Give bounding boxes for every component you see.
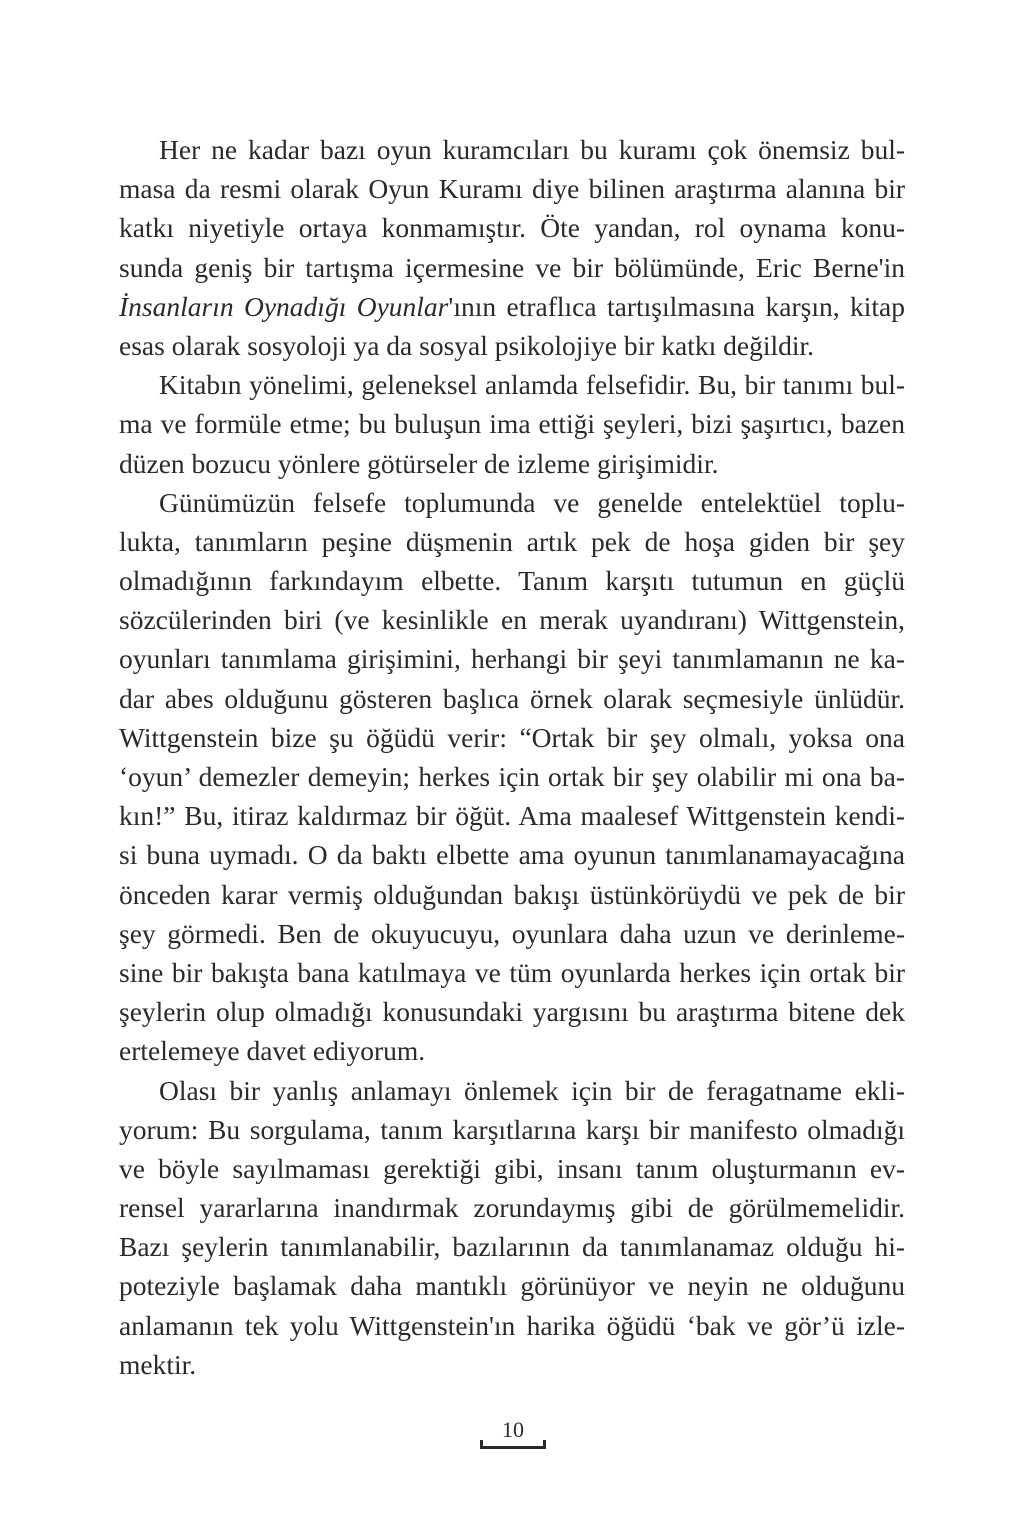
- text-line: ma ve formüle etme; bu buluşun ima ettiği şeyleri, bizi şaşırtıcı, bazen: [119, 408, 905, 440]
- text-line: Wittgenstein bize şu öğüdü verir: “Ortak bir şey olmalı, yoksa ona: [119, 721, 905, 753]
- text-line: si buna uymadı. O da baktı elbette ama oyunun tanımlanamayacağına: [119, 839, 905, 871]
- text-line: önceden karar vermiş olduğundan bakışı üstünkörüydü ve pek de bir: [119, 878, 905, 910]
- text-line: yorum: Bu sorgulama, tanım karşıtlarına karşı bir manifesto olmadığı: [119, 1113, 905, 1145]
- text-line: poteziyle başlamak daha mantıklı görünüyor ve neyin ne olduğunu: [119, 1270, 905, 1302]
- paragraph-2: [119, 365, 905, 483]
- text-line: katkı niyetiyle ortaya konmamıştır. Öte yandan, rol oynama konu-: [119, 212, 905, 244]
- text-line: ‘oyun’ demezler demeyin; herkes için ortak bir şey olabilir mi ona ba-: [119, 761, 905, 792]
- text-line: Kitabın yönelimi, geleneksel anlamda felsefidir. Bu, bir tanımı bul-: [159, 369, 905, 401]
- text-line: Her ne kadar bazı oyun kuramcıları bu kuramı çok önemsiz bul-: [159, 134, 905, 165]
- text-line: ertelemeye davet ediyorum.: [119, 1035, 426, 1067]
- text-line: rensel yararlarına inandırmak zorundaymış gibi de görülmemelidir.: [119, 1192, 905, 1224]
- text-line: olmadığının farkındayım elbette. Tanım karşıtı tutumun en güçlü: [119, 565, 905, 597]
- text-line: kın!” Bu, itiraz kaldırmaz bir öğüt. Ama maalesef Wittgenstein kendi-: [119, 800, 905, 832]
- text-line: masa da resmi olarak Oyun Kuramı diye bilinen araştırma alanına bir: [119, 173, 905, 205]
- text-line-with-book-title: [119, 287, 905, 326]
- text-line: şey görmedi. Ben de okuyucuyu, oyunlara daha uzun ve derinleme-: [119, 917, 905, 949]
- page-number: 10: [502, 1417, 524, 1442]
- text-line: lukta, tanımların peşine düşmenin artık pek de hoşa giden bir şey: [119, 525, 905, 557]
- text-line: ve böyle sayılmaması gerektiği gibi, insanı tanım oluşturmanın ev-: [119, 1152, 905, 1184]
- text-line: sunda geniş bir tartışma içermesine ve bir bölümünde, Eric Berne'in: [119, 251, 905, 283]
- text-line: mektir.: [119, 1348, 197, 1380]
- text-line: şeylerin olup olmadığı konusundaki yargısını bu araştırma bitene dek: [119, 996, 905, 1028]
- paragraph-4: [119, 1071, 905, 1385]
- text-line: sine bir bakışta bana katılmaya ve tüm oyunlarda herkes için ortak bir: [119, 956, 905, 988]
- text-line: oyunları tanımlama girişimini, herhangi bir şeyi tanımlamanın ne ka-: [119, 643, 905, 675]
- page-footer: [480, 1418, 546, 1454]
- body-text: [119, 130, 905, 1384]
- text-line: Günümüzün felsefe toplumunda ve genelde entelektüel toplu-: [159, 486, 905, 518]
- text-line: Olası bir yanlış anlamayı önlemek için bir de feragatname ekli-: [159, 1074, 905, 1106]
- book-title-suffix: 'ının etraflıca tartışılmasına karşın, kitap: [448, 290, 905, 322]
- text-line: dar abes olduğunu gösteren başlıca örnek olarak seçmesiyle ünlüdür.: [119, 682, 905, 714]
- text-line: esas olarak sosyoloji ya da sosyal psikolojiye bir katkı değildir.: [119, 329, 815, 361]
- paragraph-1: [119, 130, 905, 365]
- text-line: anlamanın tek yolu Wittgenstein'ın harika öğüdü ‘bak ve gör’ü izle-: [119, 1309, 905, 1341]
- text-line: düzen bozucu yönlere götürseler de izleme girişimidir.: [119, 447, 719, 479]
- text-line: sözcülerinden biri (ve kesinlikle en merak uyandıranı) Wittgenstein,: [119, 604, 905, 636]
- page-number-rule: [480, 1446, 546, 1449]
- paragraph-3: [119, 483, 905, 1071]
- book-title: İnsanların Oynadığı Oyunlar: [119, 290, 449, 322]
- text-line: Bazı şeylerin tanımlanabilir, bazılarının da tanımlanamaz olduğu hi-: [119, 1231, 905, 1263]
